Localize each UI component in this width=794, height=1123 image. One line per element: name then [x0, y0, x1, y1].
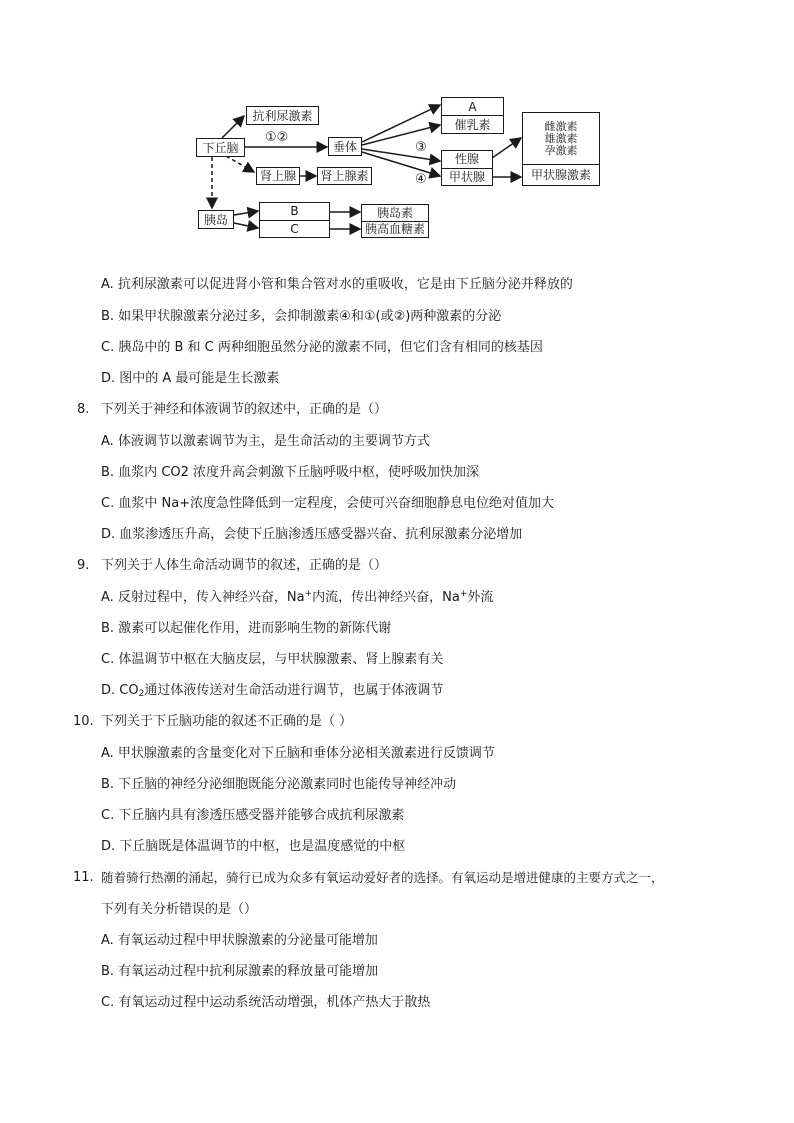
q9-d-sub: 2 — [138, 689, 145, 699]
q10-option-d: D. 下丘脑既是体温调节的中枢，也是温度感觉的中枢 — [101, 839, 406, 854]
hypothalamus-label: 下丘脑 — [202, 140, 239, 155]
thyroxine-label: 甲状腺激素 — [530, 168, 591, 182]
adh-label: 抗利尿激素 — [252, 108, 313, 123]
hypothalamus-box — [196, 138, 245, 157]
pituitary-label: 垂体 — [332, 139, 357, 154]
q9-a-sup1: + — [304, 589, 313, 599]
thyroid-label: 甲状腺 — [448, 169, 485, 184]
sex-thyroxine-box — [522, 112, 600, 186]
box-c: C — [290, 221, 299, 236]
label-3: ③ — [415, 140, 427, 155]
q9-d-part1: D. CO — [101, 683, 139, 698]
adh-box — [246, 106, 319, 125]
box-b: B — [260, 203, 329, 221]
q10-option-c: C. 下丘脑内具有渗透压感受器并能够合成抗利尿激素 — [101, 808, 405, 823]
q9-option-b: B. 激素可以起催化作用，进而影响生物的新陈代谢 — [101, 621, 392, 636]
q9-a-sup2: + — [459, 589, 468, 599]
q8-stem: 下列关于神经和体液调节的叙述中，正确的是（） — [101, 402, 388, 417]
a-prolactin-box — [441, 97, 504, 134]
q11-stem-line1: 随着骑行热潮的涌起，骑行已成为众多有氧运动爱好者的选择。有氧运动是增进健康的主要方式之一， — [101, 870, 664, 885]
q11-stem-line2: 下列有关分析错误的是（） — [101, 902, 258, 917]
q11-option-a: A. 有氧运动过程中甲状腺激素的分泌量可能增加 — [101, 933, 378, 948]
q7-option-d: D. 图中的 A 最可能是生长激素 — [101, 371, 280, 386]
prolactin-label: 催乳素 — [454, 117, 491, 132]
q9-option-d — [101, 683, 443, 699]
q7-option-a: A. 抗利尿激素可以促进肾小管和集合管对水的重吸收，它是由下丘脑分泌并释放的 — [101, 277, 573, 292]
estrogen-label: 雌激素 — [544, 120, 578, 133]
adrenaline-label: 肾上腺素 — [320, 169, 369, 183]
gonad-label: 性腺 — [442, 151, 492, 169]
q8-option-a: A. 体液调节以激素调节为主，是生命活动的主要调节方式 — [101, 434, 430, 449]
q11-option-b: B. 有氧运动过程中抗利尿激素的释放量可能增加 — [101, 964, 379, 979]
q10-option-b: B. 下丘脑的神经分泌细胞既能分泌激素同时也能传导神经冲动 — [101, 777, 457, 792]
adrenal-label: 肾上腺 — [259, 169, 296, 183]
insulin-glucagon-box — [361, 204, 429, 238]
q7-option-b: B. 如果甲状腺激素分泌过多，会抑制激素④和①(或②)两种激素的分泌 — [101, 309, 502, 324]
sex-hormones-list — [523, 113, 599, 165]
androgen-label: 雄激素 — [544, 132, 578, 145]
glucagon-label: 胰高血糖素 — [364, 222, 425, 237]
adrenaline-box — [317, 167, 372, 185]
progesterone-label: 孕激素 — [544, 144, 578, 157]
q8-option-b: B. 血浆内 CO2 浓度升高会刺激下丘脑呼吸中枢，使呼吸加快加深 — [101, 465, 480, 480]
hormone-regulation-diagram — [0, 0, 794, 260]
q10-number: 10. — [73, 714, 94, 729]
q9-number: 9. — [77, 558, 90, 573]
q9-option-c: C. 体温调节中枢在大脑皮层，与甲状腺激素、肾上腺素有关 — [101, 652, 444, 667]
bc-box — [259, 202, 330, 238]
gonad-thyroid-box — [441, 150, 493, 186]
box-a: A — [442, 98, 503, 116]
q11-number: 11. — [73, 870, 94, 885]
q8-number: 8. — [77, 402, 90, 417]
q9-stem: 下列关于人体生命活动调节的叙述，正确的是（） — [101, 558, 388, 573]
label-1-2: ①② — [265, 130, 289, 145]
q11-option-c: C. 有氧运动过程中运动系统活动增强，机体产热大于散热 — [101, 995, 431, 1010]
q10-option-a: A. 甲状腺激素的含量变化对下丘脑和垂体分泌相关激素进行反馈调节 — [101, 746, 495, 761]
q8-option-d: D. 血浆渗透压升高，会使下丘脑渗透压感受器兴奋、抗利尿激素分泌增加 — [101, 527, 523, 542]
q10-stem: 下列关于下丘脑功能的叙述不正确的是（ ） — [101, 714, 353, 729]
pituitary-box — [328, 137, 362, 156]
islet-box — [198, 210, 234, 229]
q9-d-part2: 通过体液传送对生命活动进行调节，也属于体液调节 — [144, 683, 444, 698]
insulin-label: 胰岛素 — [362, 205, 428, 222]
q7-option-c: C. 胰岛中的 B 和 C 两种细胞虽然分泌的激素不同，但它们含有相同的核基因 — [101, 340, 543, 355]
adrenal-box — [256, 167, 300, 185]
q8-option-c: C. 血浆中 Na+浓度急性降低到一定程度，会使可兴奋细胞静息电位绝对值加大 — [101, 496, 555, 511]
q9-a-part1: A. 反射过程中，传入神经兴奋，Na — [101, 590, 305, 605]
q9-a-part2: 内流，传出神经兴奋，Na — [312, 590, 460, 605]
islet-label: 胰岛 — [203, 212, 228, 227]
q9-option-a — [101, 590, 493, 606]
q9-a-part3: 外流 — [467, 590, 494, 605]
label-4: ④ — [415, 172, 427, 187]
